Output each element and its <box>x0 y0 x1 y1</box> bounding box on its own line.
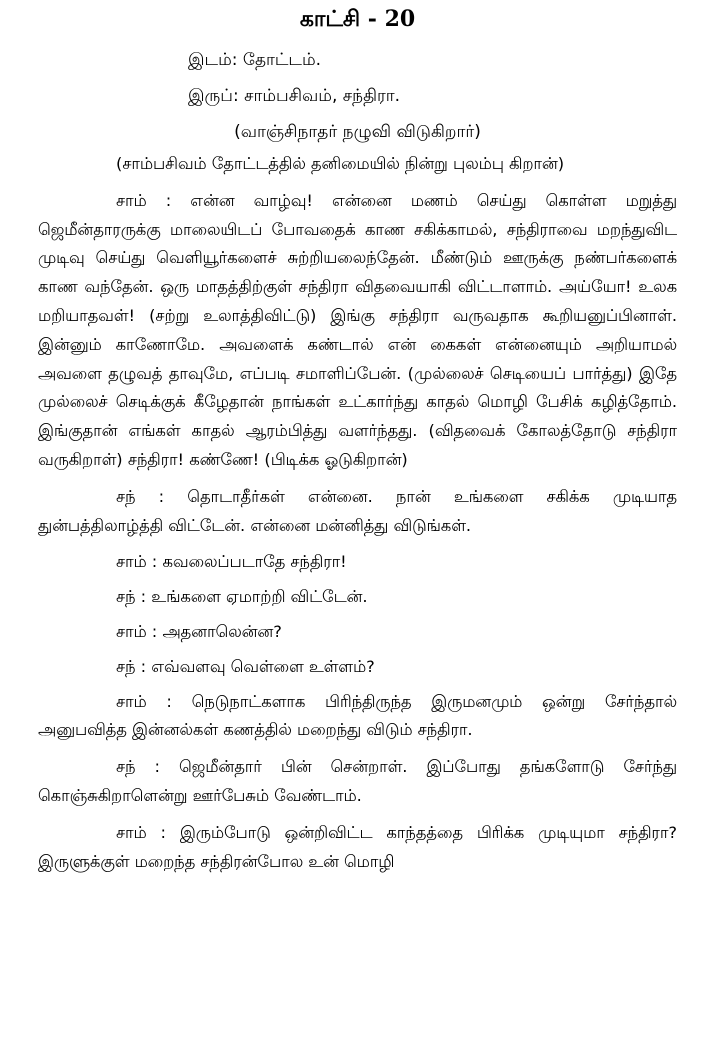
paragraph-chan-4: சந் : ஜெமீன்தார் பின் சென்றாள். இப்போது தங்களோடு சேர்ந்து கொஞ்சுகிறாளென்று ஊர்பேசும் வேண்டாம். <box>38 757 677 805</box>
paragraph-intro: (சாம்பசிவம் தோட்டத்தில் தனிமையில் நின்று புலம்பு கிறான்) <box>116 154 565 173</box>
paragraph-chan-3: சந் : எவ்வளவு வெள்ளை உள்ளம்? <box>116 656 375 676</box>
dialogue-body <box>38 150 677 884</box>
paragraph-sam-3: சாம் : அதனாலென்ன? <box>116 621 282 641</box>
paragraph-sam-4: சாம் : நெடுநாட்களாக பிரிந்திருந்த இருமனமும் ஒன்று சேர்ந்தால் அனுபவித்த இன்னல்கள் கணத்தில் மறைந்து விடும் சந்திரா. <box>38 691 677 740</box>
paragraph-sam-monologue: சாம் : என்ன வாழ்வு! என்னை மணம் செய்து கொள்ள மறுத்து ஜெமீன்தாரருக்கு மாலையிடப் போவதைக் காண சகிக்காமல், சந்திராவை மறந்துவிட முடிவு செய்து வெளியூர்களைச் சுற்றியலைந்தேன். மீண்டும் ஊருக்கு நண்பர்களைக் காண வந்தேன். ஒரு மாதத்திற்குள் சந்திரா விதவையாகி விட்டாளாம். அய்யோ! உலக மறியாதவள்! (சற்று உலாத்திவிட்டு) இங்கு சந்திரா வருவதாக கூறியனுப்பினாள். இன்னும் காணோமே. அவளைக் கண்டால் என் கைகள் என்னையும் அறியாமல் அவளை தழுவத் தாவுமே, எப்படி சமாளிப்பேன். (முல்லைச் செடியைப் பார்த்து) இதே முல்லைச் செடிக்குக் கீழேதான் நாங்கள் உட்கார்ந்து காதல் மொழி பேசிக் கழித்தோம். இங்குதான் எங்கள் காதல் ஆரம்பித்து வளர்ந்தது. (விதவைக் கோலத்தோடு சந்திரா வருகிறாள்) சந்திரா! கண்ணே! (பிடிக்க ஓடுகிறான்) <box>38 190 677 469</box>
scene-place: இடம்: தோட்டம். <box>188 50 322 70</box>
stage-direction: (வாஞ்சிநாதர் நழுவி விடுகிறார்) <box>234 122 481 142</box>
scene-title: காட்சி - 20 <box>299 6 416 32</box>
paragraph-sam-2: சாம் : கவலைப்படாதே சந்திரா! <box>116 552 347 572</box>
paragraph-sam-5: சாம் : இரும்போடு ஒன்றிவிட்ட காந்தத்தை பிரிக்க முடியுமா சந்திரா? இருளுக்குள் மறைந்த சந்திரன்போல உன் மொழி <box>38 822 677 871</box>
paragraph-chan-2: சந் : உங்களை ஏமாற்றி விட்டேன். <box>116 587 368 607</box>
paragraph-chan-1: சந் : தொடாதீர்கள் என்னை. நான் உங்களை சகிக்க முடியாத துன்பத்திலாழ்த்தி விட்டேன். என்னை மன்னித்து விடுங்கள். <box>38 486 677 535</box>
scene-characters: இருப்: சாம்பசிவம், சந்திரா. <box>188 86 401 106</box>
